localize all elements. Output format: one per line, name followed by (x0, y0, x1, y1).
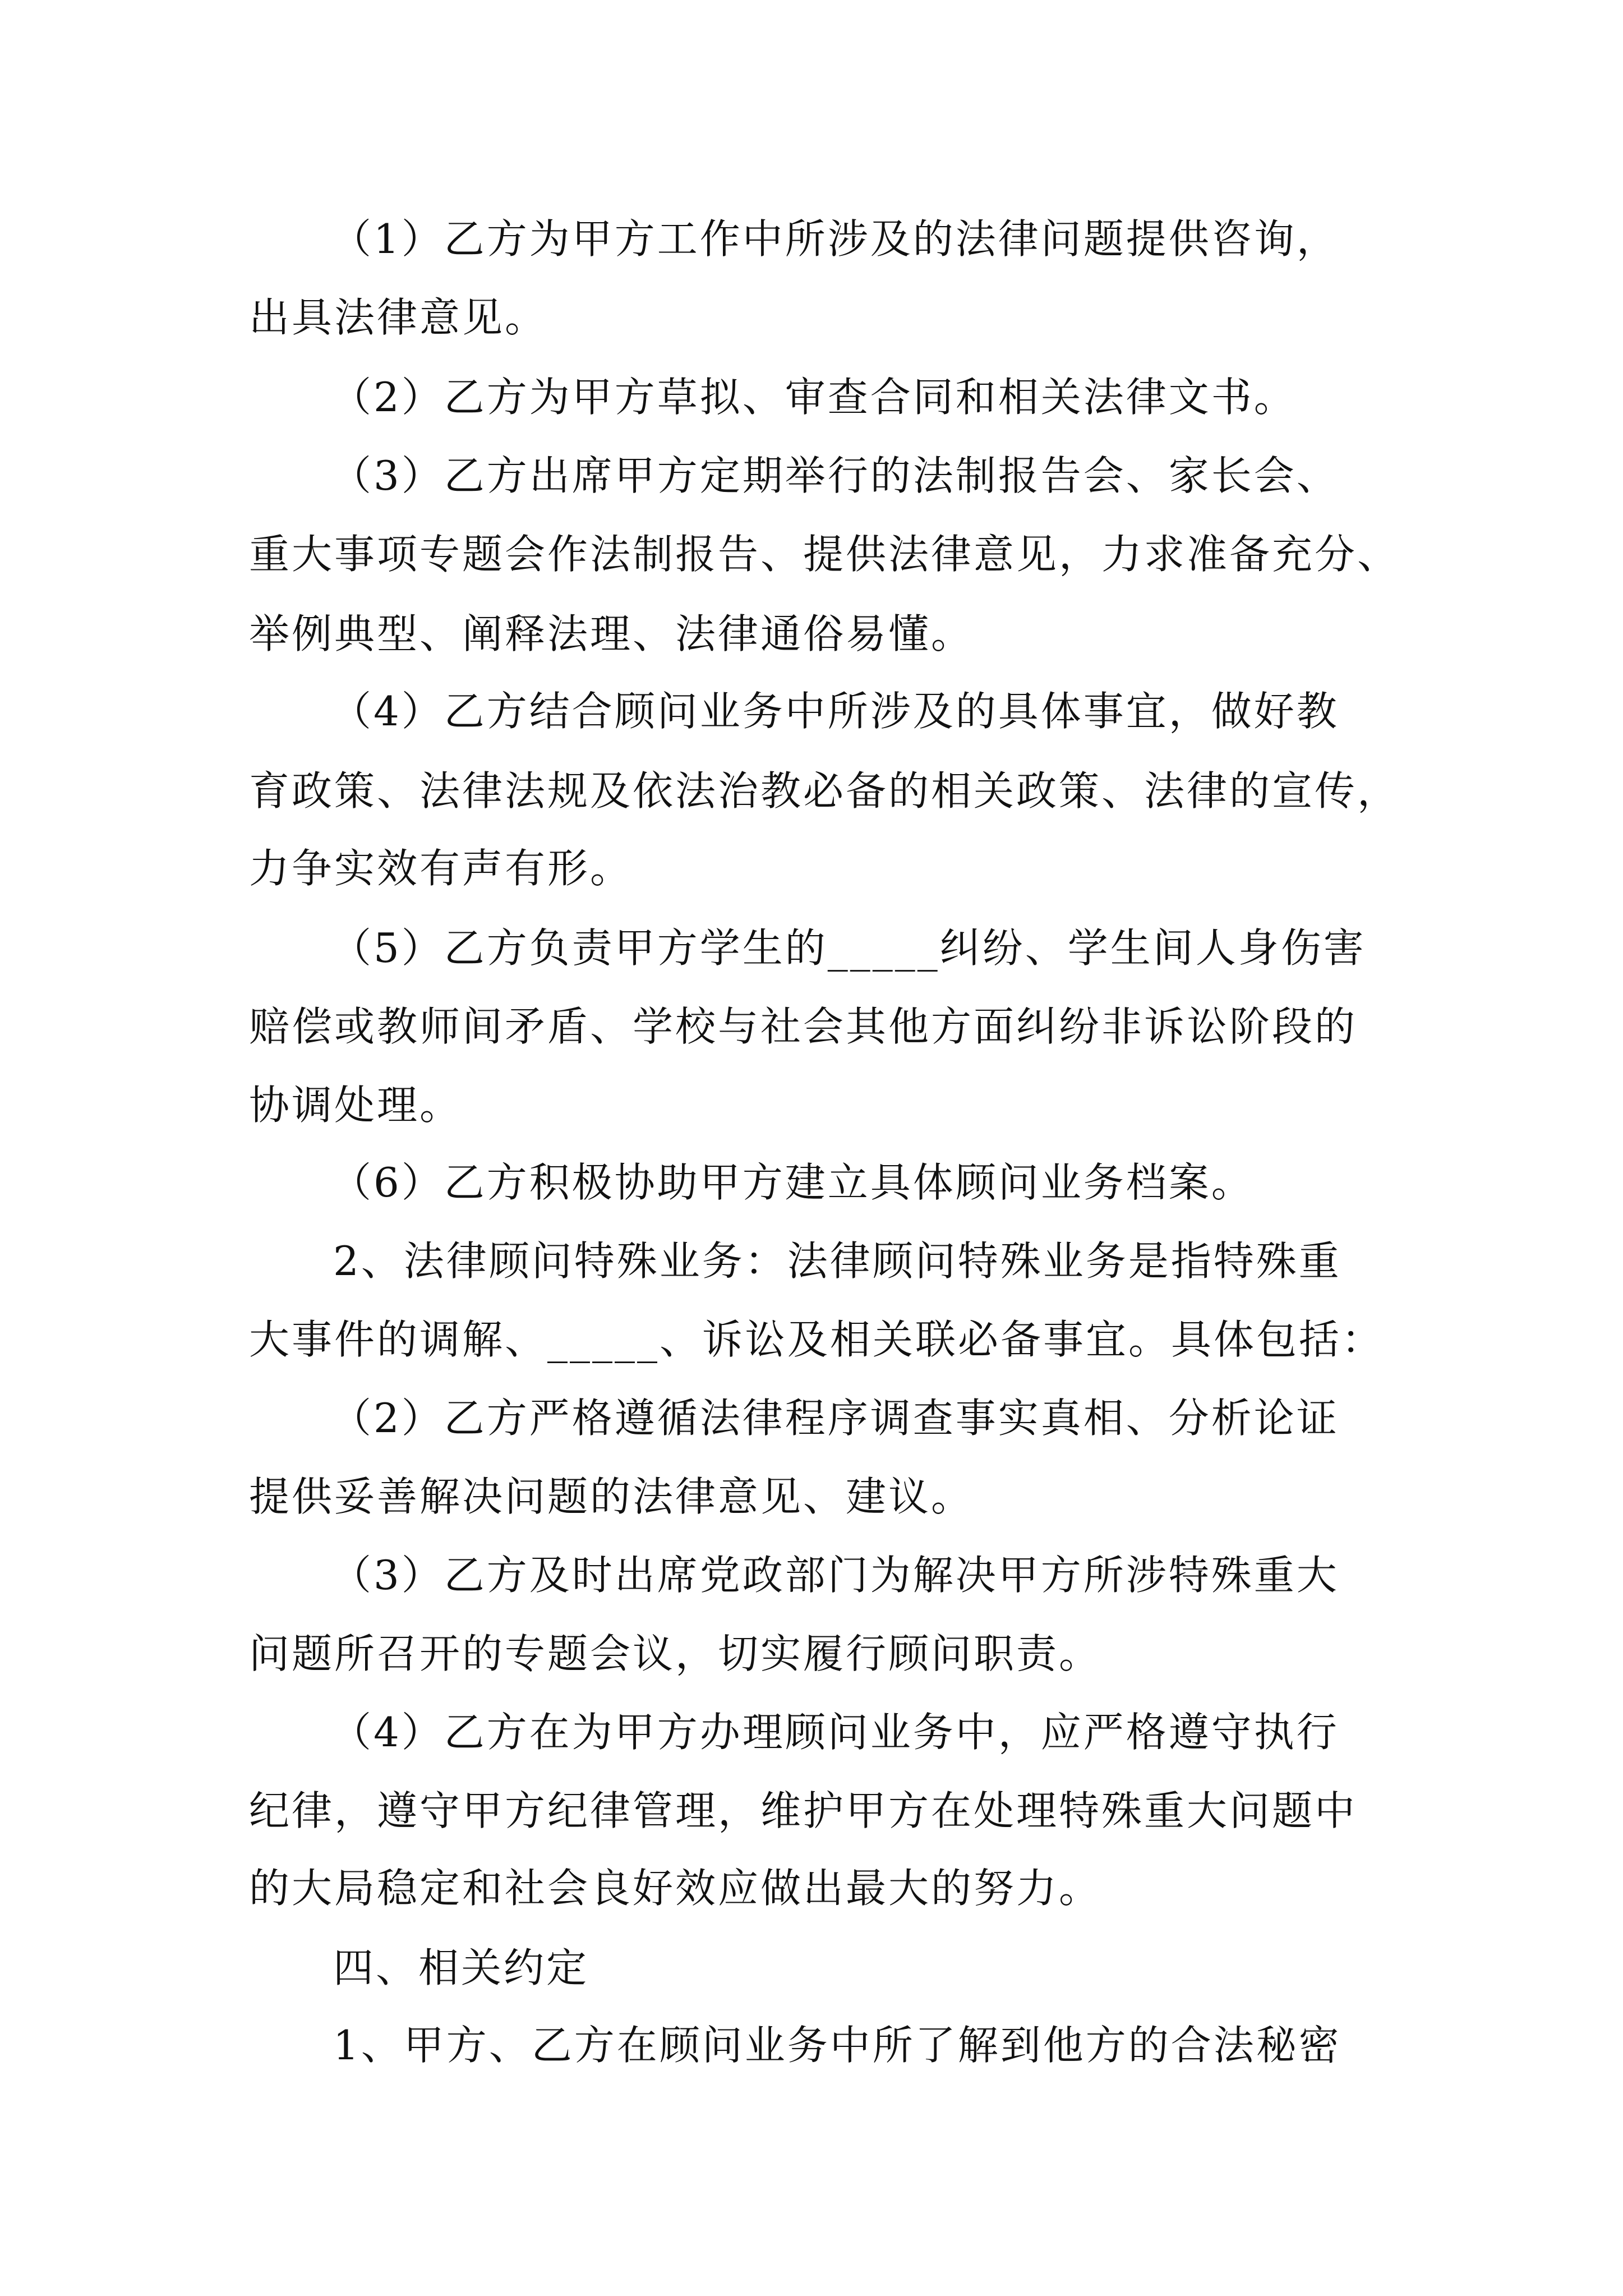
paragraph-line: 大事件的调解、_____、诉讼及相关联必备事宜。具体包括： (249, 1316, 1385, 1363)
section-heading: 四、相关约定 (333, 1944, 589, 1991)
paragraph-line: 纪律，遵守甲方纪律管理，维护甲方在处理特殊重大问题中 (249, 1787, 1358, 1834)
paragraph-line: （3）乙方出席甲方定期举行的法制报告会、家长会、 (331, 452, 1339, 499)
paragraph-line: 协调处理。 (249, 1082, 463, 1129)
paragraph-line: 举例典型、阐释法理、法律通俗易懂。 (249, 610, 974, 657)
paragraph-line: 赔偿或教师间矛盾、学校与社会其他方面纠纷非诉讼阶段的 (249, 1003, 1358, 1050)
paragraph-line: （6）乙方积极协助甲方建立具体顾问业务档案。 (331, 1159, 1254, 1206)
paragraph-line: （1）乙方为甲方工作中所涉及的法律问题提供咨询， (331, 215, 1339, 263)
paragraph-line: （3）乙方及时出席党政部门为解决甲方所涉特殊重大 (331, 1552, 1339, 1599)
paragraph-line: 出具法律意见。 (249, 294, 548, 341)
paragraph-line: 问题所召开的专题会议，切实履行顾问职责。 (249, 1630, 1102, 1677)
paragraph-line: 力争实效有声有形。 (249, 845, 633, 892)
paragraph-line: 1、甲方、乙方在顾问业务中所了解到他方的合法秘密 (333, 2022, 1341, 2069)
paragraph-line: 提供妥善解决问题的法律意见、建议。 (249, 1473, 974, 1520)
paragraph-line: 的大局稳定和社会良好效应做出最大的努力。 (249, 1865, 1102, 1912)
paragraph-line: （2）乙方严格遵循法律程序调查事实真相、分析论证 (331, 1395, 1339, 1442)
paragraph-line: 2、法律顾问特殊业务：法律顾问特殊业务是指特殊重 (333, 1237, 1341, 1285)
paragraph-line: （4）乙方结合顾问业务中所涉及的具体事宜，做好教 (331, 688, 1339, 735)
paragraph-line: （5）乙方负责甲方学生的_____纠纷、学生间人身伤害 (331, 924, 1366, 972)
paragraph-line: （4）乙方在为甲方办理顾问业务中，应严格遵守执行 (331, 1709, 1339, 1756)
paragraph-line: 重大事项专题会作法制报告、提供法律意见，力求准备充分、 (249, 531, 1400, 578)
paragraph-line: 育政策、法律法规及依法治教必备的相关政策、法律的宣传， (249, 767, 1400, 815)
paragraph-line: （2）乙方为甲方草拟、审查合同和相关法律文书。 (331, 374, 1297, 421)
